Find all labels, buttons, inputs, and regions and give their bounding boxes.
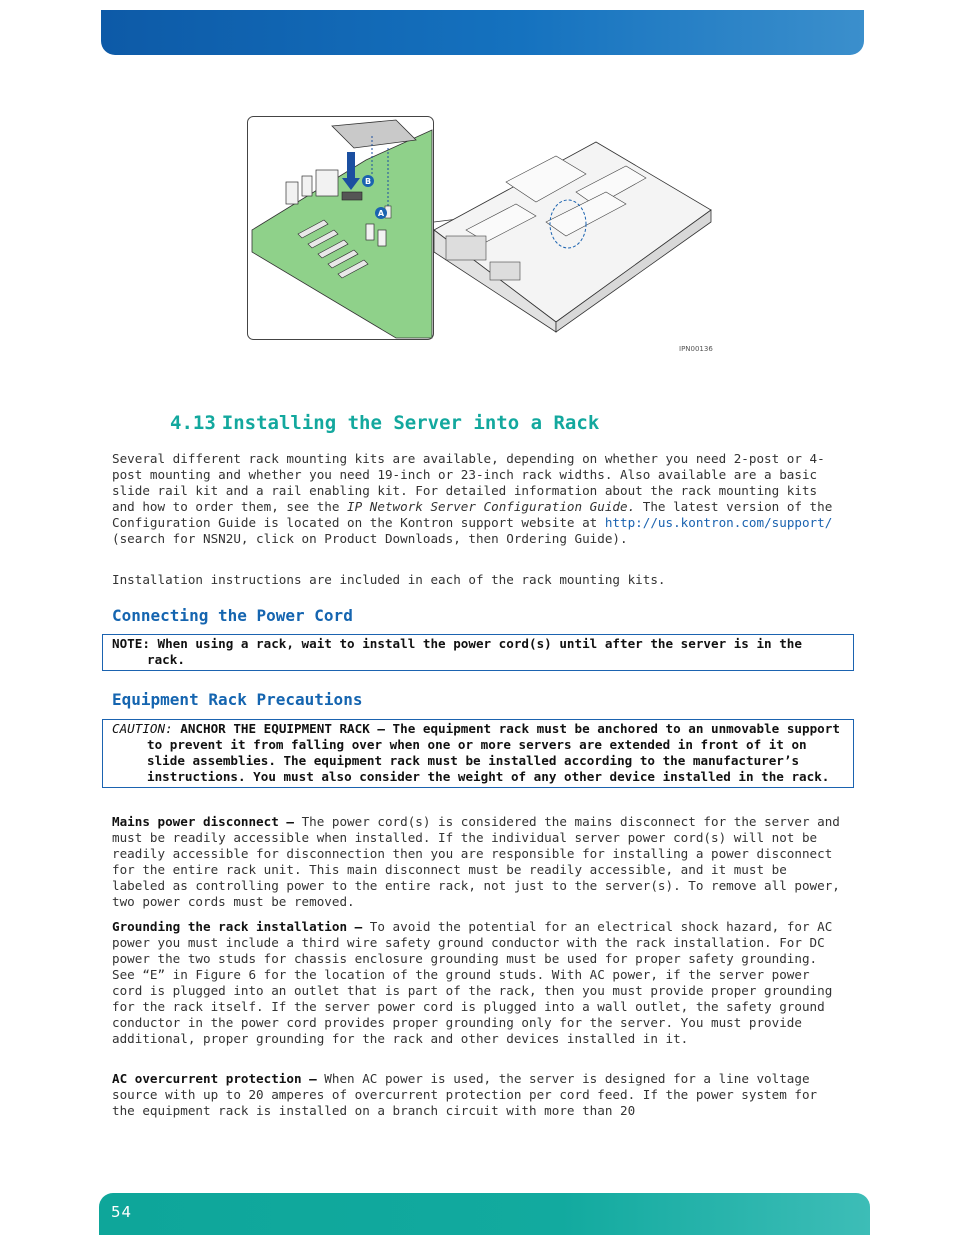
intro-text-c: (search for NSN2U, click on Product Downloads, then Ordering Guide).	[112, 531, 628, 546]
caution-label: CAUTION:	[112, 721, 173, 736]
grounding-lead: Grounding the rack installation —	[112, 919, 363, 934]
grounding-paragraph	[112, 919, 842, 1047]
intro-paragraph	[112, 451, 842, 547]
footer-banner	[99, 1193, 870, 1235]
rack-precautions-heading: Equipment Rack Precautions	[112, 690, 363, 709]
support-link[interactable]: http://us.kontron.com/support/	[604, 515, 833, 530]
riser-slot	[342, 192, 362, 200]
caution-text: ANCHOR THE EQUIPMENT RACK — The equipment rack must be anchored to an unmovable support to prevent it from falling over when one or more servers are extended in front of it on slide assemblies. The equipment rack must be installed according to the manufacturer’s instructions. You must also consider the weight of any other device installed in the rack.	[147, 721, 840, 784]
note-text: NOTE: When using a rack, wait to install the power cord(s) until after the server is in the rack.	[112, 636, 802, 667]
callout-b: B	[364, 177, 372, 186]
grounding-text: To avoid the potential for an electrical shock hazard, for AC power you must include a third wire safety ground conductor with the rack installation. For DC power the two studs for chassis enclosure grounding must be used for proper safety grounding. See “E” in Figure 6 for the location of the ground studs. With AC power, if the server power cord is plugged into an outlet that is part of the rack, then you must provide proper grounding for the rack itself. If the server power cord is plugged into a wall outlet, the safety ground conductor in the power cord provides proper grounding only for the server. You must provide additional, proper grounding for the rack and other devices installed in it.	[112, 919, 833, 1046]
ac-overcurrent-paragraph	[112, 1071, 842, 1119]
figure-id-label: IPN00136	[679, 345, 713, 353]
config-guide-title: IP Network Server Configuration Guide.	[347, 499, 636, 514]
ac-text: When AC power is used, the server is designed for a line voltage source with up to 20 amperes of overcurrent protection per cord feed. If the power system for the equipment rack is installed on a branch circuit with more than 20	[112, 1071, 818, 1118]
section-title-text: Installing the Server into a Rack	[221, 412, 600, 434]
riser-installation-figure	[246, 112, 716, 360]
ac-lead: AC overcurrent protection —	[112, 1071, 317, 1086]
intro-text-a: Several different rack mounting kits are available, depending on whether you need 2-post or 4-post mounting and whether you need 19-inch or 23-inch rack widths. Also available are a basic slide rail kit and a rail enabling kit. For detailed information about the rack mounting kits and how to order them, see the	[112, 451, 825, 514]
intro-text-b: The latest version of the Configuration Guide is located on the Kontron support website at	[112, 499, 833, 530]
power-cord-heading: Connecting the Power Cord	[112, 606, 353, 625]
section-number: 4.13	[170, 412, 216, 434]
caution-box	[102, 719, 854, 788]
page-number: 54	[111, 1203, 133, 1221]
mains-disconnect-paragraph	[112, 814, 842, 910]
section-title	[170, 412, 599, 434]
header-banner	[101, 10, 864, 55]
mains-lead: Mains power disconnect —	[112, 814, 294, 829]
install-instructions-paragraph: Installation instructions are included in each of the rack mounting kits.	[112, 572, 666, 587]
mains-text: The power cord(s) is considered the mains disconnect for the server and must be readily accessible when installed. If the individual server power cord(s) will not be readily accessible for disconnection then you are responsible for installing a power disconnect for the entire rack unit. This main disconnect must be readily accessible, and it must be labeled as controlling power to the entire rack, not just to the server(s). To remove all power, two power cords must be removed.	[112, 814, 840, 909]
callout-a: A	[377, 209, 385, 218]
power-cord-note	[102, 634, 854, 671]
